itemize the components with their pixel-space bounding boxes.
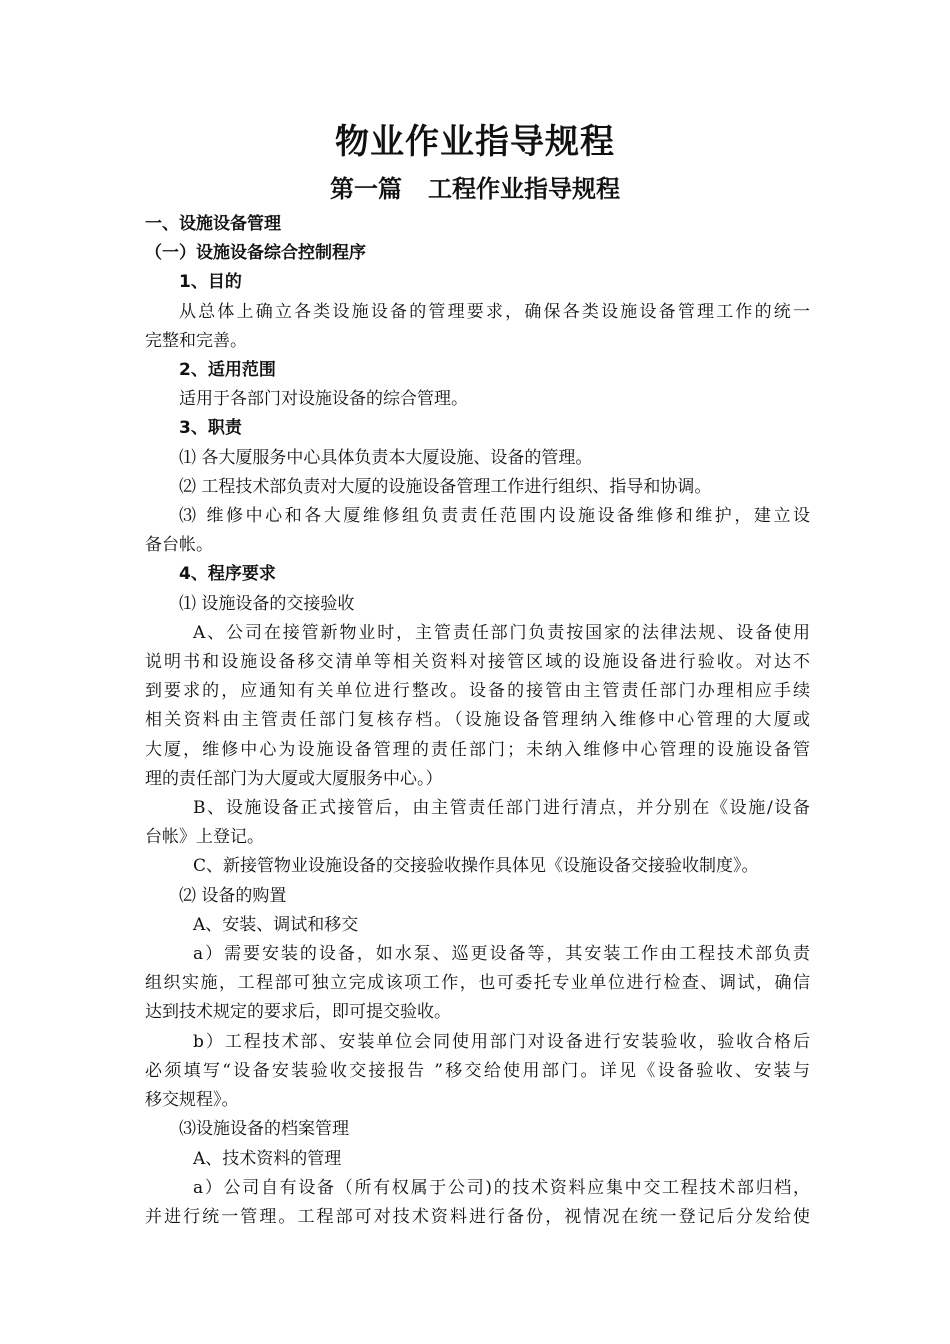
paragraph-line: C、新接管物业设施设备的交接验收操作具体见《设施设备交接验收制度》。: [193, 856, 759, 877]
paragraph-line: 完整和完善。: [145, 330, 247, 351]
document-title: 物业作业指导规程: [335, 122, 615, 162]
document-body: [145, 210, 810, 1232]
paragraph-line: ⑴ 各大厦服务中心具体负责本大厦设施、设备的管理。: [179, 447, 593, 468]
item-heading-scope: 2、适用范围: [179, 360, 276, 381]
document-subtitle: [0, 170, 950, 208]
paragraph-line: 必须填写“设备安装验收交接报告 ”移交给使用部门。详见《设备验收、安装与: [145, 1060, 810, 1081]
paragraph-line: ⑴ 设施设备的交接验收: [179, 593, 355, 614]
paragraph-line: 大厦，维修中心为设施设备管理的责任部门；未纳入维修中心管理的设施设备管: [145, 739, 810, 760]
paragraph-line: ⑵ 工程技术部负责对大厦的设施设备管理工作进行组织、指导和协调。: [179, 476, 712, 497]
paragraph-line: b）工程技术部、安装单位会同使用部门对设备进行安装验收，验收合格后: [193, 1031, 810, 1052]
paragraph-line: a）公司自有设备（所有权属于公司)的技术资料应集中交工程技术部归档，: [193, 1177, 810, 1198]
paragraph-line: A、公司在接管新物业时，主管责任部门负责按国家的法律法规、设备使用: [193, 622, 810, 643]
item-heading-duties: 3、职责: [179, 418, 242, 439]
item-heading-procedures: 4、程序要求: [179, 564, 276, 585]
paragraph-line: ⑵ 设备的购置: [179, 885, 287, 906]
paragraph-line: 并进行统一管理。工程部可对技术资料进行备份，视情况在统一登记后分发给使: [145, 1206, 810, 1227]
item-heading-purpose: 1、目的: [179, 272, 242, 293]
paragraph-line: 理的责任部门为大厦或大厦服务中心。）: [145, 768, 443, 789]
paragraph-line: A、安装、调试和移交: [193, 914, 359, 935]
paragraph-line: 移交规程》。: [145, 1090, 239, 1111]
paragraph-line: 从总体上确立各类设施设备的管理要求，确保各类设施设备管理工作的统一: [179, 301, 810, 322]
paragraph-line: 组织实施，工程部可独立完成该项工作，也可委托专业单位进行检查、调试，确信: [145, 973, 810, 994]
paragraph-line: 说明书和设施设备移交清单等相关资料对接管区域的设施设备进行验收。对达不: [145, 652, 810, 673]
paragraph-line: 适用于各部门对设施设备的综合管理。: [179, 389, 468, 410]
paragraph-line: 到要求的，应通知有关单位进行整改。设备的接管由主管责任部门办理相应手续: [145, 681, 810, 702]
paragraph-line: ⑶设施设备的档案管理: [179, 1119, 349, 1140]
paragraph-line: 达到技术规定的要求后，即可提交验收。: [145, 1002, 451, 1023]
paragraph-line: ⑶ 维修中心和各大厦维修组负责责任范围内设施设备维修和维护，建立设: [179, 506, 810, 527]
paragraph-line: a）需要安装的设备，如水泵、巡更设备等，其安装工作由工程技术部负责: [193, 944, 810, 965]
paragraph-line: 相关资料由主管责任部门复核存档。（设施设备管理纳入维修中心管理的大厦或: [145, 710, 810, 731]
paragraph-line: A、技术资料的管理: [193, 1148, 342, 1169]
section-heading: 一、设施设备管理: [145, 214, 281, 234]
subsection-heading: （一）设施设备综合控制程序: [145, 243, 366, 264]
paragraph-line: B、设施设备正式接管后，由主管责任部门进行清点，并分别在《设施/设备: [193, 798, 810, 819]
paragraph-line: 台帐》上登记。: [145, 827, 264, 848]
subtitle-part-name: 工程作业指导规程: [428, 175, 620, 203]
subtitle-part-number: 第一篇: [330, 175, 402, 203]
paragraph-line: 备台帐。: [145, 535, 213, 556]
